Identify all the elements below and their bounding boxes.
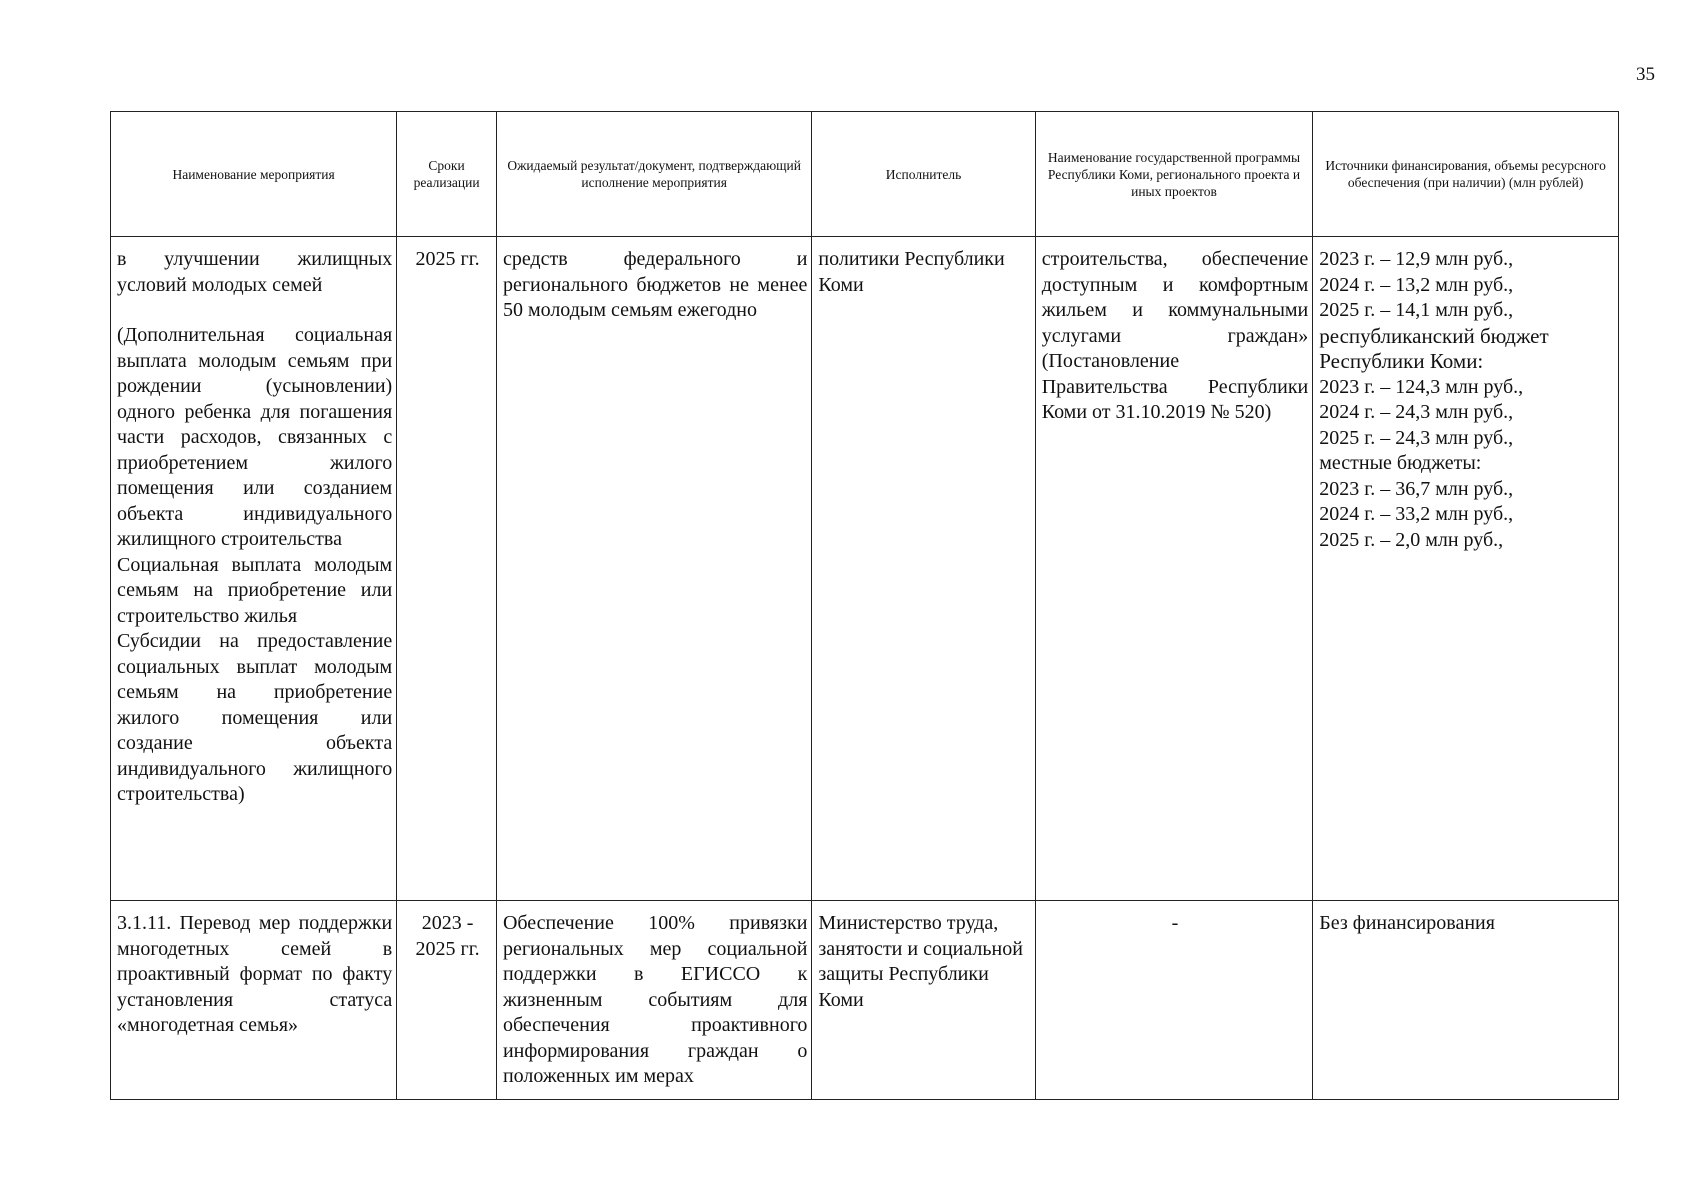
header-program: Наименование государственной программы Республики Коми, регионального проекта и иных проектов — [1035, 112, 1313, 237]
terms-line: 2023 - — [421, 912, 474, 934]
funding-text: Без финансирования — [1319, 912, 1495, 934]
result-text: средств федерального и регионального бюджетов не менее 50 молодым семьям ежегодно — [502, 248, 808, 321]
funding-line: 2025 г. – 2,0 млн руб., — [1319, 528, 1504, 551]
cell-funding — [1313, 237, 1619, 901]
page-number: 35 — [1636, 64, 1655, 85]
measure-detail: Субсидии на предоставление социальных выплат молодым семьям на приобретение жилого помещения или создание объекта индивидуального жилищного строительства) — [117, 630, 393, 805]
measure-detail: Социальная выплата молодым семьям на приобретение или строительство жилья — [117, 553, 393, 627]
cell-result — [496, 237, 811, 901]
cell-executor — [812, 237, 1035, 901]
program-text: - — [1171, 912, 1179, 934]
funding-source-label: республиканский бюджет Республики Коми: — [1319, 323, 1549, 373]
funding-source-label: местные бюджеты: — [1319, 452, 1482, 474]
header-result: Ожидаемый результат/документ, подтверждающий исполнение мероприятия — [496, 112, 811, 237]
result-text: Обеспечение 100% привязки региональных мер социальной поддержки в ЕГИССО к жизненным событиям для обеспечения проактивного информирования граждан о положенных им мерах — [502, 912, 808, 1087]
header-executor: Исполнитель — [812, 112, 1035, 237]
measure-name: 3.1.11. Перевод мер поддержки многодетных семей в проактивный формат по факту установления статуса «многодетная семья» — [117, 912, 393, 1036]
table-header-row — [111, 112, 1619, 237]
header-funding: Источники финансирования, объемы ресурсного обеспечения (при наличии) (млн рублей) — [1313, 112, 1619, 237]
cell-terms — [397, 237, 497, 901]
header-terms: Сроки реализации — [397, 112, 497, 237]
cell-name — [111, 237, 397, 901]
terms-line: 2025 гг. — [415, 937, 480, 960]
cell-program — [1035, 237, 1313, 901]
cell-program — [1035, 901, 1313, 1100]
measure-name-intro: в улучшении жилищных условий молодых семей — [117, 248, 393, 296]
measure-detail: (Дополнительная социальная выплата молодым семьям при рождении (усыновлении) одного ребенка для погашения части расходов, связанных с приобретением жилого помещения или созданием объекта индивидуального жилищного строительства — [117, 324, 393, 550]
header-name: Наименование мероприятия — [111, 112, 397, 237]
terms-text: 2025 гг. — [415, 248, 480, 270]
funding-line: 2025 г. – 14,1 млн руб., — [1319, 299, 1514, 321]
funding-line: 2024 г. – 33,2 млн руб., — [1319, 503, 1514, 525]
funding-line: 2024 г. – 24,3 млн руб., — [1319, 401, 1514, 423]
measures-table — [110, 111, 1619, 1100]
cell-executor — [812, 901, 1035, 1100]
cell-terms — [397, 901, 497, 1100]
funding-line: 2025 г. – 24,3 млн руб., — [1319, 426, 1514, 449]
executor-text: Министерство труда, занятости и социальной защиты Республики Коми — [818, 912, 1023, 1011]
funding-line: 2023 г. – 36,7 млн руб., — [1319, 477, 1514, 500]
program-text: строительства, обеспечение доступным и комфортным жильем и коммунальными услугами граждан» (Постановление Правительства Республики Коми от 31.10.2019 № 520) — [1041, 248, 1309, 423]
funding-line: 2023 г. – 124,3 млн руб., — [1319, 375, 1524, 398]
funding-line: 2024 г. – 13,2 млн руб., — [1319, 273, 1514, 296]
cell-name — [111, 901, 397, 1100]
cell-funding — [1313, 901, 1619, 1100]
executor-text: политики Республики Коми — [818, 248, 1005, 296]
cell-result — [496, 901, 811, 1100]
funding-line: 2023 г. – 12,9 млн руб., — [1319, 248, 1514, 270]
table-row — [111, 237, 1619, 901]
table-row — [111, 901, 1619, 1100]
